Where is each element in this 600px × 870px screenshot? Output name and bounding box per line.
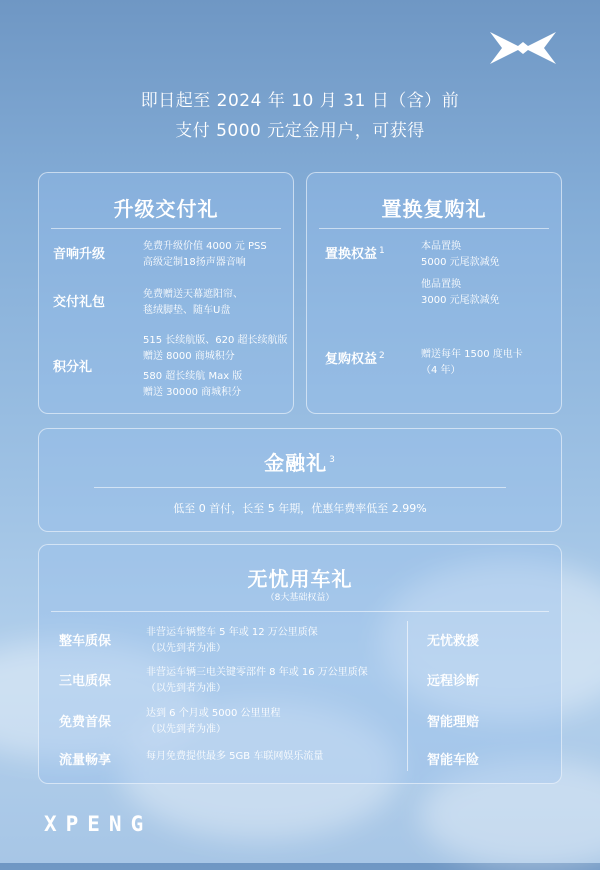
upgrade-gift-panel	[38, 172, 294, 414]
divider	[51, 611, 549, 612]
benefit-label: 远程诊断	[427, 674, 480, 689]
item-label: 交付礼包	[53, 295, 106, 310]
item-label: 三电质保	[59, 674, 112, 689]
item-description: 非营运车辆三电关键零部件 8 年或 16 万公里质保 （以先到者为准）	[146, 667, 368, 694]
item-description: 本品置换 5000 元尾款减免	[421, 241, 500, 268]
item-label: 免费首保	[59, 715, 112, 730]
divider	[94, 487, 506, 488]
column-divider	[407, 621, 408, 771]
worry-free-title: 无忧用车礼	[247, 567, 353, 591]
promo-period-text: 即日起至 2024 年 10 月 31 日（含）前	[140, 91, 460, 111]
xpeng-wordmark: XPENG	[44, 812, 153, 836]
item-description: 他品置换 3000 元尾款减免	[421, 279, 500, 306]
item-label: 积分礼	[53, 360, 93, 375]
item-description: 每月免费提供最多 5GB 车联网娱乐流量	[146, 751, 324, 762]
benefit-label: 智能车险	[427, 753, 480, 768]
item-label: 流量畅享	[59, 753, 112, 768]
item-label: 音响升级	[53, 247, 106, 262]
trade-gift-title: 置换复购礼	[381, 197, 487, 221]
item-description: 达到 6 个月或 5000 公里里程 （以先到者为准）	[146, 708, 281, 735]
finance-gift-title: 金融礼 $^3$	[264, 451, 336, 475]
xpeng-logo-icon	[488, 28, 558, 68]
item-description: 免费升级价值 4000 元 PSS 高级定制18扬声器音响	[143, 241, 267, 268]
item-label: 整车质保	[59, 634, 112, 649]
worry-free-subtitle: （8大基础权益）	[265, 593, 335, 603]
benefit-label: 无忧救援	[427, 634, 480, 649]
item-description: 580 超长续航 Max 版 赠送 30000 商城积分	[143, 371, 243, 398]
worry-free-panel	[38, 544, 562, 784]
item-label: 复购权益 $^2$	[325, 350, 385, 367]
divider	[51, 228, 281, 229]
finance-description: 低至 0 首付，长至 5 年期，优惠年费率低至 2.99%	[173, 502, 427, 515]
finance-gift-panel	[38, 428, 562, 532]
item-description: 515 长续航版、620 超长续航版 赠送 8000 商城积分	[143, 335, 288, 362]
item-label: 置换权益 $^1$	[325, 245, 385, 262]
trade-gift-panel	[306, 172, 562, 414]
benefit-label: 智能理赔	[427, 715, 480, 730]
item-description: 赠送每年 1500 度电卡 （4 年）	[421, 349, 523, 376]
divider	[319, 228, 549, 229]
promo-condition-text: 支付 5000 元定金用户，可获得	[175, 121, 425, 141]
upgrade-gift-title: 升级交付礼	[113, 197, 219, 221]
item-description: 免费赠送天幕遮阳帘、 毯绒脚垫、随车U盘	[143, 289, 243, 316]
item-description: 非营运车辆整车 5 年或 12 万公里质保 （以先到者为准）	[146, 627, 318, 654]
